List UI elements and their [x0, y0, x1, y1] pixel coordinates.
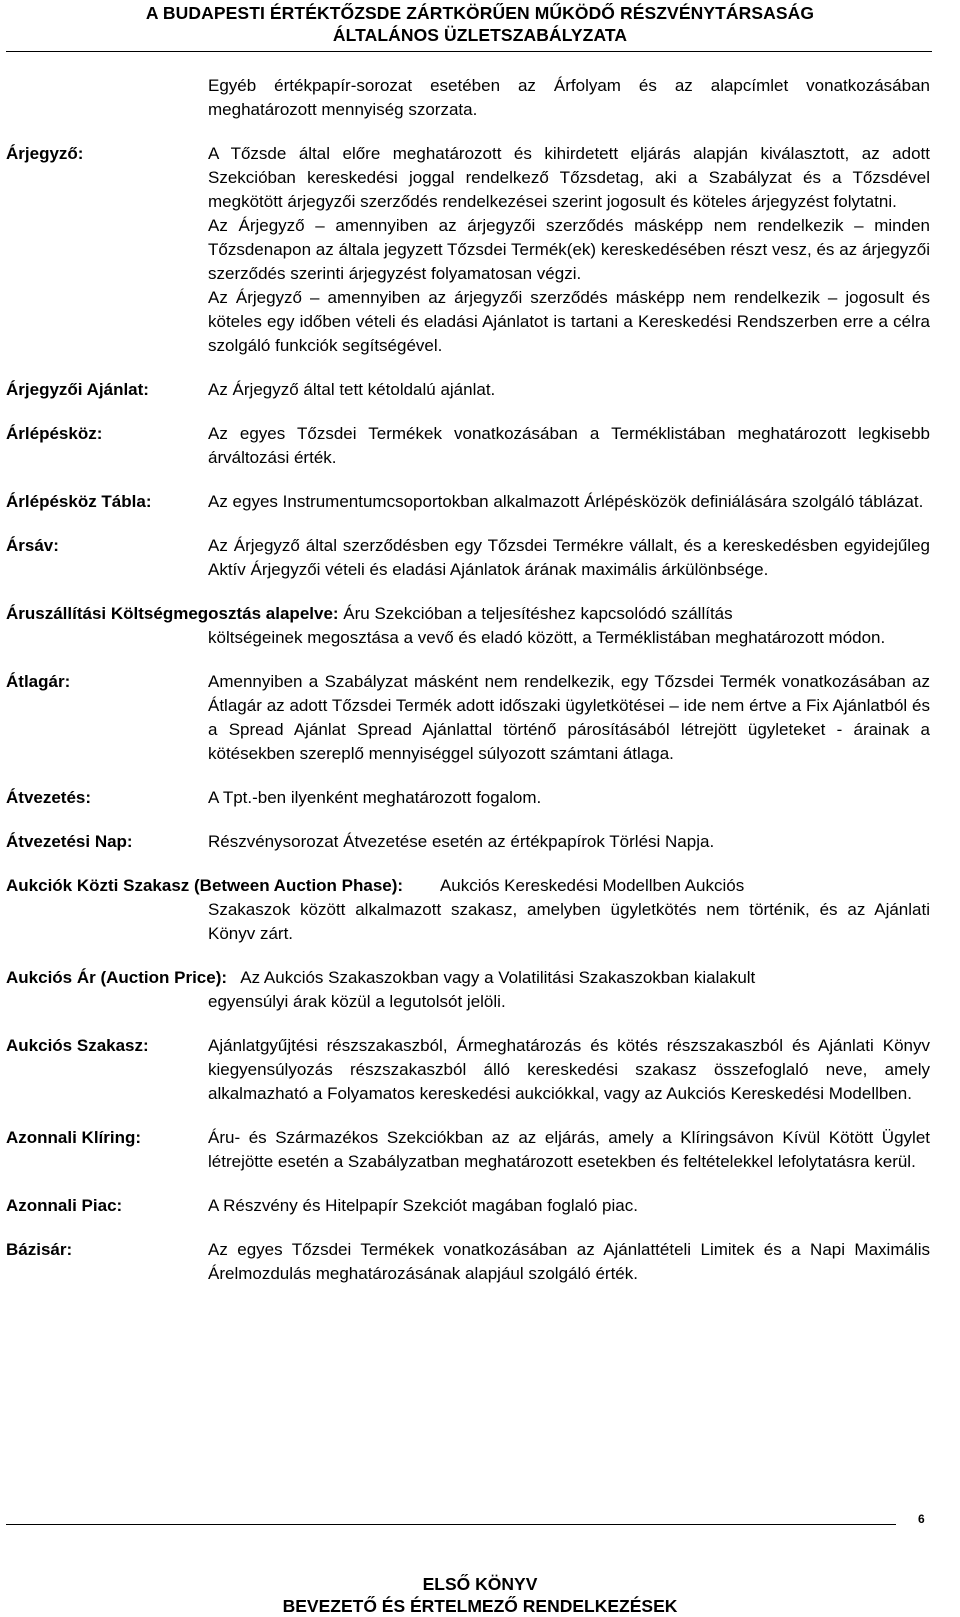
definition-entry	[6, 1238, 956, 1286]
definition-text	[208, 1238, 930, 1286]
definition-term: Átlagár:	[6, 672, 71, 691]
footer-divider	[6, 1524, 896, 1525]
definition-text	[208, 830, 930, 854]
definition-term: Árlépésköz:	[6, 424, 103, 443]
definition-term: Aukciók Közti Szakasz (Between Auction Phase):	[6, 876, 404, 895]
definitions-group-2	[6, 670, 956, 854]
definition-paragraph: Részvénysorozat Átvezetése esetén az értékpapírok Törlési Napja.	[208, 832, 715, 851]
continuation-entry	[6, 74, 956, 122]
document-footer	[0, 1573, 960, 1617]
definition-term: Bázisár:	[6, 1240, 73, 1259]
definition-paragraph: A Tpt.-ben ilyenként meghatározott fogalom.	[208, 788, 542, 807]
definition-text	[208, 490, 930, 514]
definition-text-rest: költségeinek megosztása a vevő és eladó között, a Terméklistában meghatározott módon.	[208, 628, 886, 647]
header-title: A BUDAPESTI ÉRTÉKTŐZSDE ZÁRTKÖRŰEN MŰKÖDŐ RÉSZVÉNYTÁRSASÁG	[145, 3, 815, 23]
document-header	[0, 2, 960, 46]
definition-entry	[6, 142, 956, 358]
definition-paragraph: A Részvény és Hitelpapír Szekciót magában foglaló piac.	[208, 1196, 638, 1215]
definition-paragraph: Az egyes Tőzsdei Termékek vonatkozásában a Terméklistában meghatározott legkisebb árváltozási érték.	[208, 424, 930, 467]
definition-paragraph: A Tőzsde által előre meghatározott és kihirdetett eljárás alapján kiválasztott, az adott Szekcióban kereskedési joggal rendelkező Tőzsdetag, aki a Szabályzat és a Tőzsdével megkötött árjegyzői szerződés rendelkezései szerint jogosult és köteles árjegyzést folytatni.	[208, 144, 930, 211]
definition-text	[208, 1126, 930, 1174]
definitions-group-1	[6, 142, 956, 582]
header-subtitle: ÁLTALÁNOS ÜZLETSZABÁLYZATA	[332, 25, 628, 45]
definitions-body	[6, 74, 956, 1306]
definition-wide-1	[6, 602, 932, 650]
definition-term: Átvezetési Nap:	[6, 832, 133, 851]
definition-entry	[6, 534, 956, 582]
definition-term: Átvezetés:	[6, 788, 92, 807]
definition-text-first: Az Aukciós Szakaszokban vagy a Volatilitási Szakaszokban kialakult	[240, 968, 756, 987]
definition-text	[208, 378, 930, 402]
definition-paragraph: Az egyes Tőzsdei Termékek vonatkozásában az Ajánlattételi Limitek és a Napi Maximális Árelmozdulás meghatározásának alapjául szolgáló érték.	[208, 1240, 930, 1283]
definition-text	[208, 534, 930, 582]
footer-book: ELSŐ KÖNYV	[422, 1574, 538, 1594]
definition-text-first: Áru Szekcióban a teljesítéshez kapcsolódó szállítás	[343, 604, 733, 623]
header-divider	[6, 51, 932, 52]
definition-text	[208, 1194, 930, 1218]
definition-entry	[6, 490, 956, 514]
definition-paragraph: Áru- és Származékos Szekciókban az az eljárás, amely a Klíringsávon Kívül Kötött Ügylet létrejötte esetén a Szabályzatban meghatározott esetekben és feltételekkel lefolytatásra kerül.	[208, 1128, 930, 1171]
definition-paragraph: Az egyes Instrumentumcsoportokban alkalmazott Árlépésközök definiálására szolgáló táblázat.	[208, 492, 924, 511]
definition-entry	[6, 670, 956, 766]
definition-entry	[6, 1126, 956, 1174]
definition-term: Azonnali Piac:	[6, 1196, 123, 1215]
definition-term: Aukciós Ár (Auction Price):	[6, 968, 228, 987]
definition-entry	[6, 786, 956, 810]
definition-text	[208, 1034, 930, 1106]
definition-entry	[6, 1194, 956, 1218]
definition-paragraph: Az Árjegyző – amennyiben az árjegyzői szerződés másképp nem rendelkezik – jogosult és köteles egy időben vételi és eladási Ajánlatot is tartani a Kereskedési Rendszerben erre a célra szolgáló funkciók segítségével.	[208, 288, 930, 355]
definition-text-rest: egyensúlyi árak közül a legutolsót jelöli.	[208, 992, 506, 1011]
definition-term: Áruszállítási Költségmegosztás alapelve:	[6, 604, 339, 623]
definition-text-first: Aukciós Kereskedési Modellben Aukciós	[439, 876, 745, 895]
definition-paragraph: Az Árjegyző által tett kétoldalú ajánlat.	[208, 380, 496, 399]
definition-term: Árjegyző:	[6, 144, 84, 163]
definition-wide-2	[6, 874, 932, 946]
definition-paragraph: Az Árjegyző – amennyiben az árjegyzői szerződés másképp nem rendelkezik – minden Tőzsdenapon az általa jegyzett Tőzsdei Termék(ek) kereskedésében részt vesz, és az árjegyzői szerződés szerinti árjegyzést folyamatosan végzi.	[208, 216, 930, 283]
definition-entry	[6, 422, 956, 470]
definition-entry	[6, 830, 956, 854]
definition-paragraph: Az Árjegyző által szerződésben egy Tőzsdei Termékre vállalt, és a kereskedésben egyidejűleg Aktív Árjegyzői vételi és eladási Ajánlatok árának maximális árkülönbsége.	[208, 536, 930, 579]
definition-text	[208, 142, 930, 358]
page-number: 6	[918, 1512, 925, 1526]
definition-term: Árlépésköz Tábla:	[6, 492, 152, 511]
definition-text	[208, 422, 930, 470]
continuation-text: Egyéb értékpapír-sorozat esetében az Árfolyam és az alapcímlet vonatkozásában meghatározott mennyiség szorzata.	[208, 76, 930, 119]
definition-term: Ársáv:	[6, 536, 59, 555]
footer-chapter: BEVEZETŐ ÉS ÉRTELMEZŐ RENDELKEZÉSEK	[282, 1596, 678, 1616]
definition-term: Aukciós Szakasz:	[6, 1036, 149, 1055]
definition-term: Azonnali Klíring:	[6, 1128, 142, 1147]
definition-wide-3	[6, 966, 932, 1014]
definition-text-rest: Szakaszok között alkalmazott szakasz, amelyben ügyletkötés nem történik, és az Ajánlati Könyv zárt.	[208, 900, 930, 943]
definition-paragraph: Ajánlatgyűjtési részszakaszból, Ármeghatározás és kötés részszakaszból és Ajánlati Könyv kiegyensúlyozás részszakaszból álló kereskedési szakasz összefoglaló neve, amely alkalmazható a Folyamatos kereskedési aukciókkal, vagy az Aukciós Kereskedési Modellben.	[208, 1036, 930, 1103]
definitions-group-3	[6, 1034, 956, 1286]
definition-paragraph: Amennyiben a Szabályzat másként nem rendelkezik, egy Tőzsdei Termék vonatkozásában az Átlagár az adott Tőzsdei Termék adott időszaki ügyletkötései – ide nem értve a Fix Ajánlatból és a Spread Ajánlat Spread Ajánlattal történő párosításából létrejött ügyleteket - árainak a kötésekben szereplő mennyiséggel súlyozott számtani átlaga.	[208, 672, 930, 763]
definition-entry	[6, 1034, 956, 1106]
definition-term: Árjegyzői Ajánlat:	[6, 380, 149, 399]
definition-entry	[6, 378, 956, 402]
definition-text	[208, 670, 930, 766]
definition-text	[208, 786, 930, 810]
